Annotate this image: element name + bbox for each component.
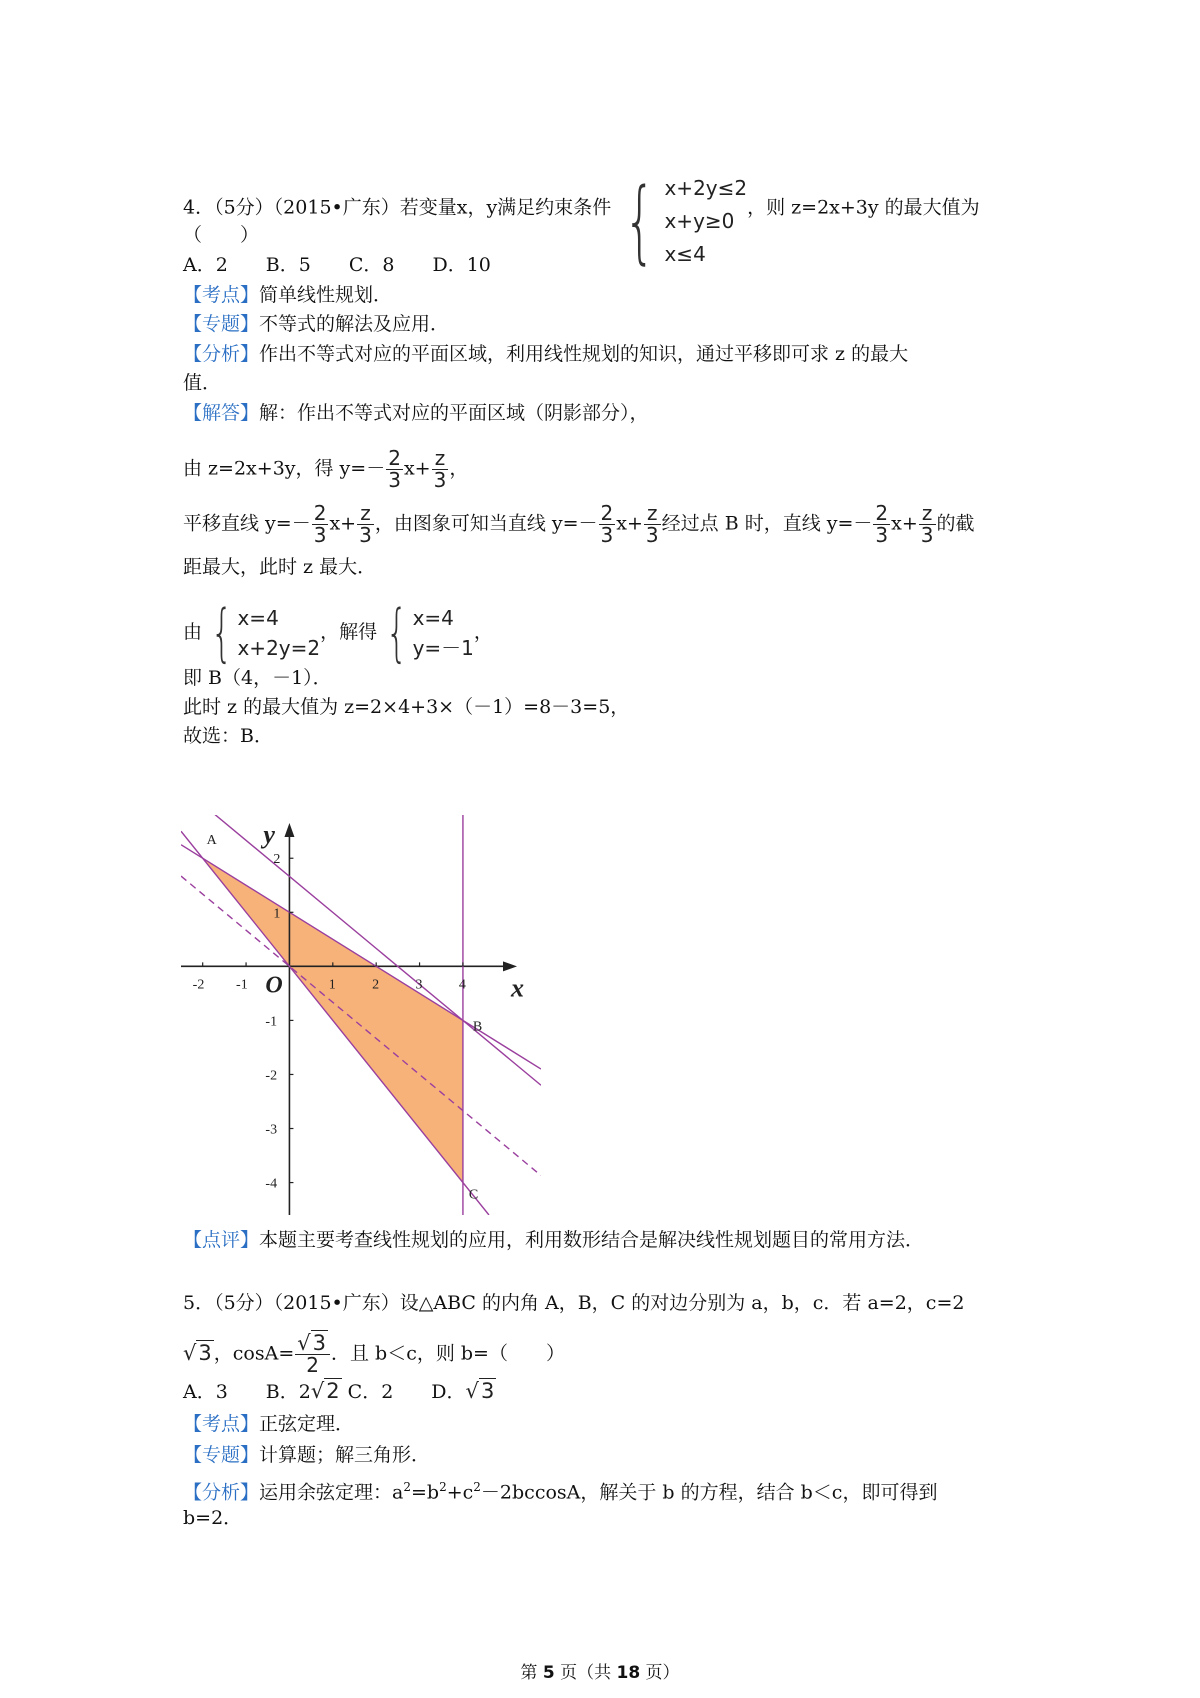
q4-max-intercept: 距最大，此时 z 最大．: [183, 556, 377, 578]
fraction-sqrt3-2: $\frac{√3}{2}$: [295, 1333, 330, 1376]
q4-zhuanti: 【专题】不等式的解法及应用．: [183, 313, 450, 335]
page-footer: 第 5 页（共 18 页）: [520, 1663, 680, 1683]
constraint-line-5: [181, 876, 541, 1175]
q4-stem-tail: ，则 z=2x+3y 的最大值为: [747, 196, 980, 219]
q4-dianping: 【点评】本题主要考查线性规划的应用，利用数形结合是解决线性规划题目的常用方法．: [183, 1229, 925, 1251]
answer-paren: （ ）: [183, 224, 260, 246]
constraint-3: x≤4: [664, 242, 706, 266]
q5-zhuanti: 【专题】计算题；解三角形．: [183, 1444, 431, 1466]
y-tick-label: -4: [265, 1176, 278, 1192]
sqrt-3: √3: [183, 1340, 212, 1365]
q4-stem-text: 4．（5分）（2015•广东）若变量x，y满足约束条件: [183, 196, 612, 219]
constraint-2: x+y≥0: [664, 209, 735, 233]
point-b-result: 即 B（4，－1）．: [183, 667, 332, 689]
q5-fenxi: 【分析】运用余弦定理：$a^2=b^2+c^2-2bccosA$，解关于 b 的方程，结合 b＜c，即可得到: [183, 1480, 938, 1504]
y-tick-label: -3: [265, 1122, 278, 1138]
system-2: { x=4 y=－1: [386, 596, 474, 669]
system-1: { x=4 x+2y=2: [210, 596, 321, 669]
q4-options: A．2 B．5 C．8 D．10: [183, 254, 491, 276]
x-tick-label: -2: [192, 977, 205, 993]
q4-fenxi: 【分析】作出不等式对应的平面区域，利用线性规划的知识，通过平移即可求 z 的最大: [183, 343, 909, 365]
q4-shift-line: 平移直线 y=－ $\frac{2}{3}$ x+ $\frac{z}{3}$ ，由图象可知当直线 y=－ $\frac{2}{3}$ x+ $\frac{z}{3}$ 经过点 B 时，直线 y=－ $\frac{2}{3}$ x+ $\frac{z}{3}$ 的截: [183, 501, 975, 547]
x-axis-arrow: [503, 961, 517, 971]
x-tick-label: 4: [458, 977, 466, 993]
q5-stem-cont: √3 ，cosA= $\frac{√3}{2}$ ．且 b＜c，则 b=（ ）: [183, 1331, 565, 1377]
q4-transform-line: 由 z=2x+3y，得 y=－ $\frac{2}{3}$ x+ $\frac{z}{3}$ ，: [183, 446, 469, 492]
q5-stem: 5．（5分）（2015•广东）设△ABC 的内角 A，B，C 的对边分别为 a，b，c．若 a=2，c=2: [183, 1292, 965, 1314]
y-axis-arrow: [284, 823, 294, 837]
q4-answer: 故选：B．: [183, 725, 273, 747]
point-label-b: B: [472, 1019, 483, 1035]
constraint-1: x+2y≤2: [664, 176, 748, 200]
q4-fenxi-cont: 值．: [183, 372, 222, 394]
x-axis-label: x: [511, 973, 524, 1003]
q5-kaodian: 【考点】正弦定理．: [183, 1413, 355, 1435]
fraction-2-3: $\frac{2}{3}$: [388, 446, 401, 492]
y-tick-label: 1: [273, 906, 281, 922]
x-tick-label: 1: [328, 977, 336, 993]
z-max-calc: 此时 z 的最大值为 z=2×4+3×（－1）=8－3=5，: [183, 696, 630, 718]
fraction-z-3: $\frac{z}{3}$: [433, 446, 447, 492]
y-tick-label: 2: [273, 852, 281, 868]
y-tick-label: -2: [265, 1068, 278, 1084]
origin-label: O: [265, 972, 283, 999]
q4-constraint-system: { x+2y≤2 x+y≥0 x≤4: [624, 168, 748, 274]
x-tick-label: 3: [415, 977, 423, 993]
x-tick-label: 2: [372, 977, 380, 993]
x-tick-label: -1: [236, 977, 248, 993]
point-label-a: A: [206, 833, 217, 849]
y-tick-label: -1: [265, 1014, 278, 1030]
q5-options: A．3 B．2√2 C．2 D．√3: [183, 1379, 495, 1403]
q4-jieda: 【解答】解：作出不等式对应的平面区域（阴影部分），: [183, 402, 649, 424]
linear-programming-graph: [181, 815, 541, 1215]
q4-kaodian: 【考点】简单线性规划．: [183, 284, 393, 306]
point-label-c: C: [468, 1187, 479, 1203]
q5-fenxi-cont: b=2．: [183, 1507, 243, 1529]
q4-solve-system: 由 { x=4 x+2y=2 ，解得 { x=4 y=－1 ，: [183, 596, 493, 669]
y-axis-label: y: [263, 820, 275, 849]
